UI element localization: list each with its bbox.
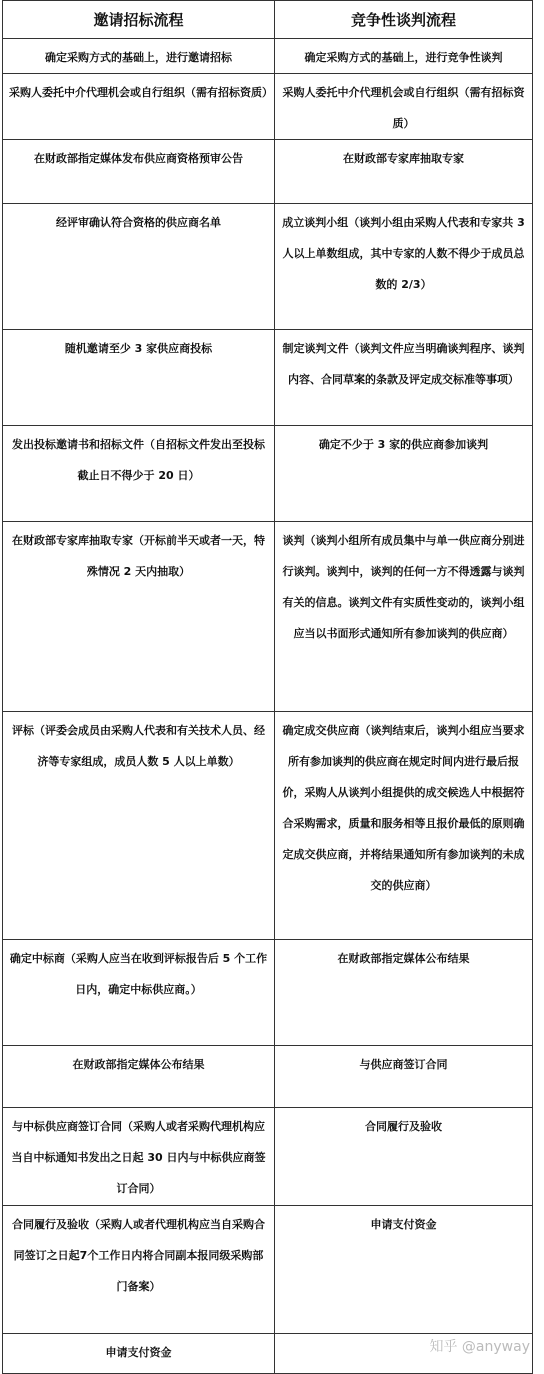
cell-right: 确定不少于 3 家的供应商参加谈判 <box>275 426 533 522</box>
table-row <box>3 1206 533 1334</box>
cell-right: 谈判（谈判小组所有成员集中与单一供应商分别进行谈判。谈判中，谈判的任何一方不得透露与谈判有关的信息。谈判文件有实质性变动的，谈判小组应当以书面形式通知所有参加谈判的供应商） <box>275 522 533 712</box>
cell-left: 随机邀请至少 3 家供应商投标 <box>3 330 275 426</box>
cell-left: 发出投标邀请书和招标文件（自招标文件发出至投标截止日不得少于 20 日） <box>3 426 275 522</box>
cell-left: 申请支付资金 <box>3 1334 275 1374</box>
cell-left: 确定采购方式的基础上，进行邀请招标 <box>3 39 275 74</box>
cell-left: 评标（评委会成员由采购人代表和有关技术人员、经济等专家组成，成员人数 5 人以上单数） <box>3 712 275 940</box>
watermark: 知乎 @anyway <box>429 1339 530 1355</box>
table-row <box>3 74 533 140</box>
cell-left: 在财政部指定媒体公布结果 <box>3 1046 275 1108</box>
cell-left: 经评审确认符合资格的供应商名单 <box>3 204 275 330</box>
cell-right: 申请支付资金 <box>275 1206 533 1334</box>
table-row <box>3 1046 533 1108</box>
cell-right: 确定采购方式的基础上，进行竞争性谈判 <box>275 39 533 74</box>
cell-left: 与中标供应商签订合同（采购人或者采购代理机构应当自中标通知书发出之日起 30 日内与中标供应商签订合同） <box>3 1108 275 1206</box>
table-row <box>3 330 533 426</box>
header-left: 邀请招标流程 <box>3 1 275 39</box>
cell-right: 确定成交供应商（谈判结束后，谈判小组应当要求所有参加谈判的供应商在规定时间内进行最后报价，采购人从谈判小组提供的成交候选人中根据符合采购需求，质量和服务相等且报价最低的原则确定成交供应商，并将结果通知所有参加谈判的未成交的供应商） <box>275 712 533 940</box>
table-row <box>3 712 533 940</box>
cell-right: 合同履行及验收 <box>275 1108 533 1206</box>
table-row <box>3 1108 533 1206</box>
table-body <box>3 39 533 1374</box>
cell-left: 采购人委托中介代理机会或自行组织（需有招标资质） <box>3 74 275 140</box>
cell-left: 在财政部指定媒体发布供应商资格预审公告 <box>3 140 275 204</box>
cell-right: 与供应商签订合同 <box>275 1046 533 1108</box>
comparison-table <box>2 0 533 1374</box>
table-row <box>3 426 533 522</box>
table-header-row <box>3 1 533 39</box>
cell-left: 合同履行及验收（采购人或者代理机构应当自采购合同签订之日起7个工作日内将合同副本报同级采购部门备案） <box>3 1206 275 1334</box>
cell-right: 在财政部专家库抽取专家 <box>275 140 533 204</box>
table-row <box>3 204 533 330</box>
cell-right: 在财政部指定媒体公布结果 <box>275 940 533 1046</box>
table-row <box>3 140 533 204</box>
table-row <box>3 522 533 712</box>
cell-left: 在财政部专家库抽取专家（开标前半天或者一天，特殊情况 2 天内抽取） <box>3 522 275 712</box>
cell-right: 采购人委托中介代理机会或自行组织（需有招标资质） <box>275 74 533 140</box>
table-row <box>3 39 533 74</box>
cell-right: 成立谈判小组（谈判小组由采购人代表和专家共 3 人以上单数组成，其中专家的人数不得少于成员总数的 2/3） <box>275 204 533 330</box>
cell-right: 制定谈判文件（谈判文件应当明确谈判程序、谈判内容、合同草案的条款及评定成交标准等事项） <box>275 330 533 426</box>
table-row <box>3 940 533 1046</box>
cell-left: 确定中标商（采购人应当在收到评标报告后 5 个工作日内，确定中标供应商。） <box>3 940 275 1046</box>
header-right: 竞争性谈判流程 <box>275 1 533 39</box>
